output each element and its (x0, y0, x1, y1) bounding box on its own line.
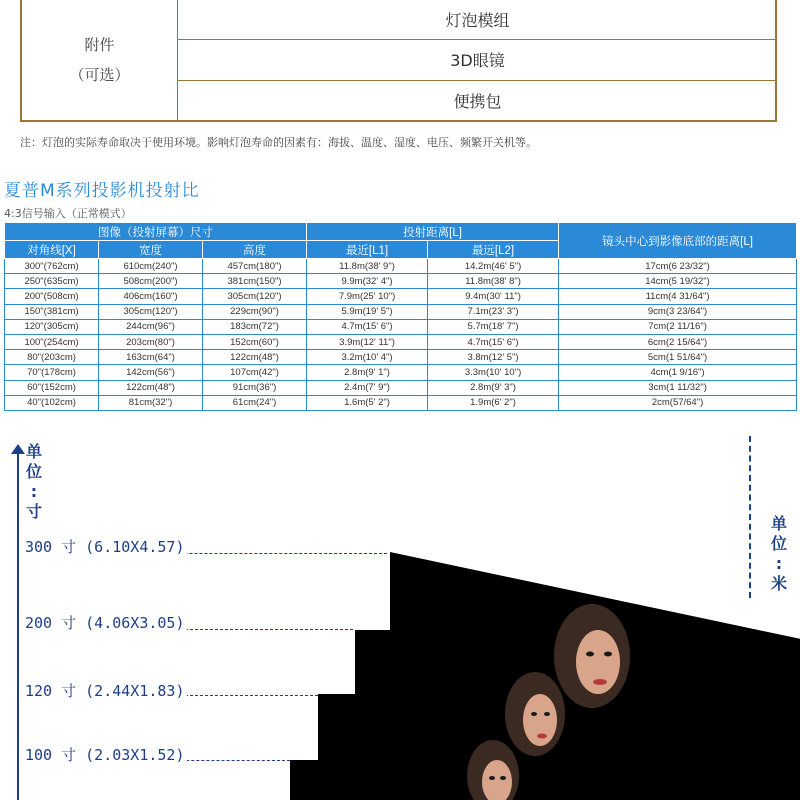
table-row (5, 319, 797, 334)
size-label-100: 100 寸 (2.03X1.52) (25, 746, 185, 764)
header-lens-offset: 镜头中心到影像底部的距离[L] (559, 223, 797, 259)
unit-char: 米 (770, 574, 787, 593)
table-cell: 4.7m(15' 6") (428, 334, 559, 349)
model-portrait-image (458, 736, 528, 800)
axis-arrow-icon (11, 444, 25, 454)
table-cell: 300"(762cm) (5, 259, 99, 274)
throw-ratio-table (4, 222, 797, 411)
table-cell: 40"(102cm) (5, 395, 99, 410)
table-row (5, 259, 797, 274)
table-cell: 3cm(1 11/32") (559, 380, 797, 395)
header-height: 高度 (203, 241, 307, 259)
table-cell: 305cm(120") (203, 289, 307, 304)
table-cell: 5.9m(19' 5") (307, 304, 428, 319)
table-cell: 1.6m(5' 2") (307, 395, 428, 410)
accessory-label-line1: 附件 (84, 36, 115, 54)
unit-label-meter (770, 514, 788, 594)
table-cell: 61cm(24") (203, 395, 307, 410)
table-cell: 142cm(56") (99, 365, 203, 380)
header-diagonal: 对角线[X] (5, 241, 99, 259)
table-cell: 11cm(4 31/64") (559, 289, 797, 304)
table-cell: 2.8m(9' 1") (307, 365, 428, 380)
table-cell: 9cm(3 23/64") (559, 304, 797, 319)
unit-char: 单 (770, 514, 787, 533)
table-cell: 5.7m(18' 7") (428, 319, 559, 334)
table-cell: 122cm(48") (99, 380, 203, 395)
table-cell: 5cm(1 51/64") (559, 350, 797, 365)
accessory-item: 灯泡模组 (445, 11, 510, 30)
table-cell: 508cm(200") (99, 274, 203, 289)
table-row (5, 365, 797, 380)
table-cell: 203cm(80") (99, 334, 203, 349)
unit-char: 位 (25, 462, 42, 481)
table-cell: 381cm(150") (203, 274, 307, 289)
section-title: 夏普M系列投影机投射比 (4, 181, 200, 201)
table-cell: 305cm(120") (99, 304, 203, 319)
accessory-label (22, 0, 178, 120)
table-row (5, 304, 797, 319)
table-cell: 14.2m(46' 5") (428, 259, 559, 274)
section-subtitle: 4:3信号输入（正常模式） (4, 207, 132, 220)
lamp-life-note: 注：灯泡的实际寿命取决于使用环境。影响灯泡寿命的因素有：海拔、温度、湿度、电压、频繁开关机等。 (20, 136, 537, 149)
table-cell: 122cm(48") (203, 350, 307, 365)
table-cell: 229cm(90") (203, 304, 307, 319)
table-cell: 3.9m(12' 11") (307, 334, 428, 349)
header-distance: 投射距离[L] (307, 223, 559, 241)
table-cell: 81cm(32") (99, 395, 203, 410)
table-row (5, 334, 797, 349)
accessory-item: 3D眼镜 (178, 39, 777, 79)
table-cell: 107cm(42") (203, 365, 307, 380)
size-label-200: 200 寸 (4.06X3.05) (25, 614, 185, 632)
table-cell: 14cm(5 19/32") (559, 274, 797, 289)
right-dashed-line (749, 436, 751, 598)
table-cell: 1.9m(6' 2") (428, 395, 559, 410)
accessory-item: 便携包 (178, 80, 777, 120)
header-min-distance: 最近[L1] (307, 241, 428, 259)
accessory-label-line2: （可选） (69, 66, 130, 84)
table-cell: 406cm(160") (99, 289, 203, 304)
size-label-300: 300 寸 (6.10X4.57) (25, 538, 185, 556)
table-row (5, 289, 797, 304)
unit-char: : (30, 482, 38, 501)
size-label-120: 120 寸 (2.44X1.83) (25, 682, 185, 700)
table-cell: 17cm(6 23/32") (559, 259, 797, 274)
unit-char: 单 (25, 442, 42, 461)
table-cell: 120"(305cm) (5, 319, 99, 334)
table-cell: 2.8m(9' 3") (428, 380, 559, 395)
screen-size-diagram (0, 430, 800, 800)
table-cell: 7.1m(23' 3") (428, 304, 559, 319)
vertical-axis (17, 450, 19, 800)
table-cell: 4cm(1 9/16") (559, 365, 797, 380)
table-cell: 60"(152cm) (5, 380, 99, 395)
table-cell: 11.8m(38' 8") (428, 274, 559, 289)
accessory-table (20, 0, 777, 122)
table-cell: 70"(178cm) (5, 365, 99, 380)
unit-label-inch (25, 442, 43, 522)
table-cell: 3.3m(10' 10") (428, 365, 559, 380)
table-cell: 3.2m(10' 4") (307, 350, 428, 365)
table-cell: 11.8m(38' 9") (307, 259, 428, 274)
table-cell: 150"(381cm) (5, 304, 99, 319)
table-cell: 183cm(72") (203, 319, 307, 334)
table-cell: 91cm(36") (203, 380, 307, 395)
table-row (5, 380, 797, 395)
table-cell: 7cm(2 11/16") (559, 319, 797, 334)
unit-char: : (775, 554, 783, 573)
table-cell: 610cm(240") (99, 259, 203, 274)
table-cell: 80"(203cm) (5, 350, 99, 365)
table-cell: 9.9m(32' 4") (307, 274, 428, 289)
table-cell: 9.4m(30' 11") (428, 289, 559, 304)
header-image-size: 图像（投射屏幕）尺寸 (5, 223, 307, 241)
table-cell: 163cm(64") (99, 350, 203, 365)
table-cell: 2.4m(7' 9") (307, 380, 428, 395)
table-cell: 152cm(60") (203, 334, 307, 349)
table-cell: 200"(508cm) (5, 289, 99, 304)
table-row (5, 274, 797, 289)
unit-char: 寸 (25, 502, 42, 521)
table-cell: 2cm(57/64") (559, 395, 797, 410)
table-cell: 100"(254cm) (5, 334, 99, 349)
table-cell: 7.9m(25' 10") (307, 289, 428, 304)
header-width: 宽度 (99, 241, 203, 259)
table-row (5, 395, 797, 410)
table-row (5, 350, 797, 365)
unit-char: 位 (770, 534, 787, 553)
table-cell: 250"(635cm) (5, 274, 99, 289)
table-cell: 6cm(2 15/64") (559, 334, 797, 349)
table-cell: 244cm(96") (99, 319, 203, 334)
table-cell: 457cm(180") (203, 259, 307, 274)
header-max-distance: 最远[L2] (428, 241, 559, 259)
throw-table-body (5, 259, 797, 411)
table-cell: 4.7m(15' 6") (307, 319, 428, 334)
table-cell: 3.8m(12' 5") (428, 350, 559, 365)
